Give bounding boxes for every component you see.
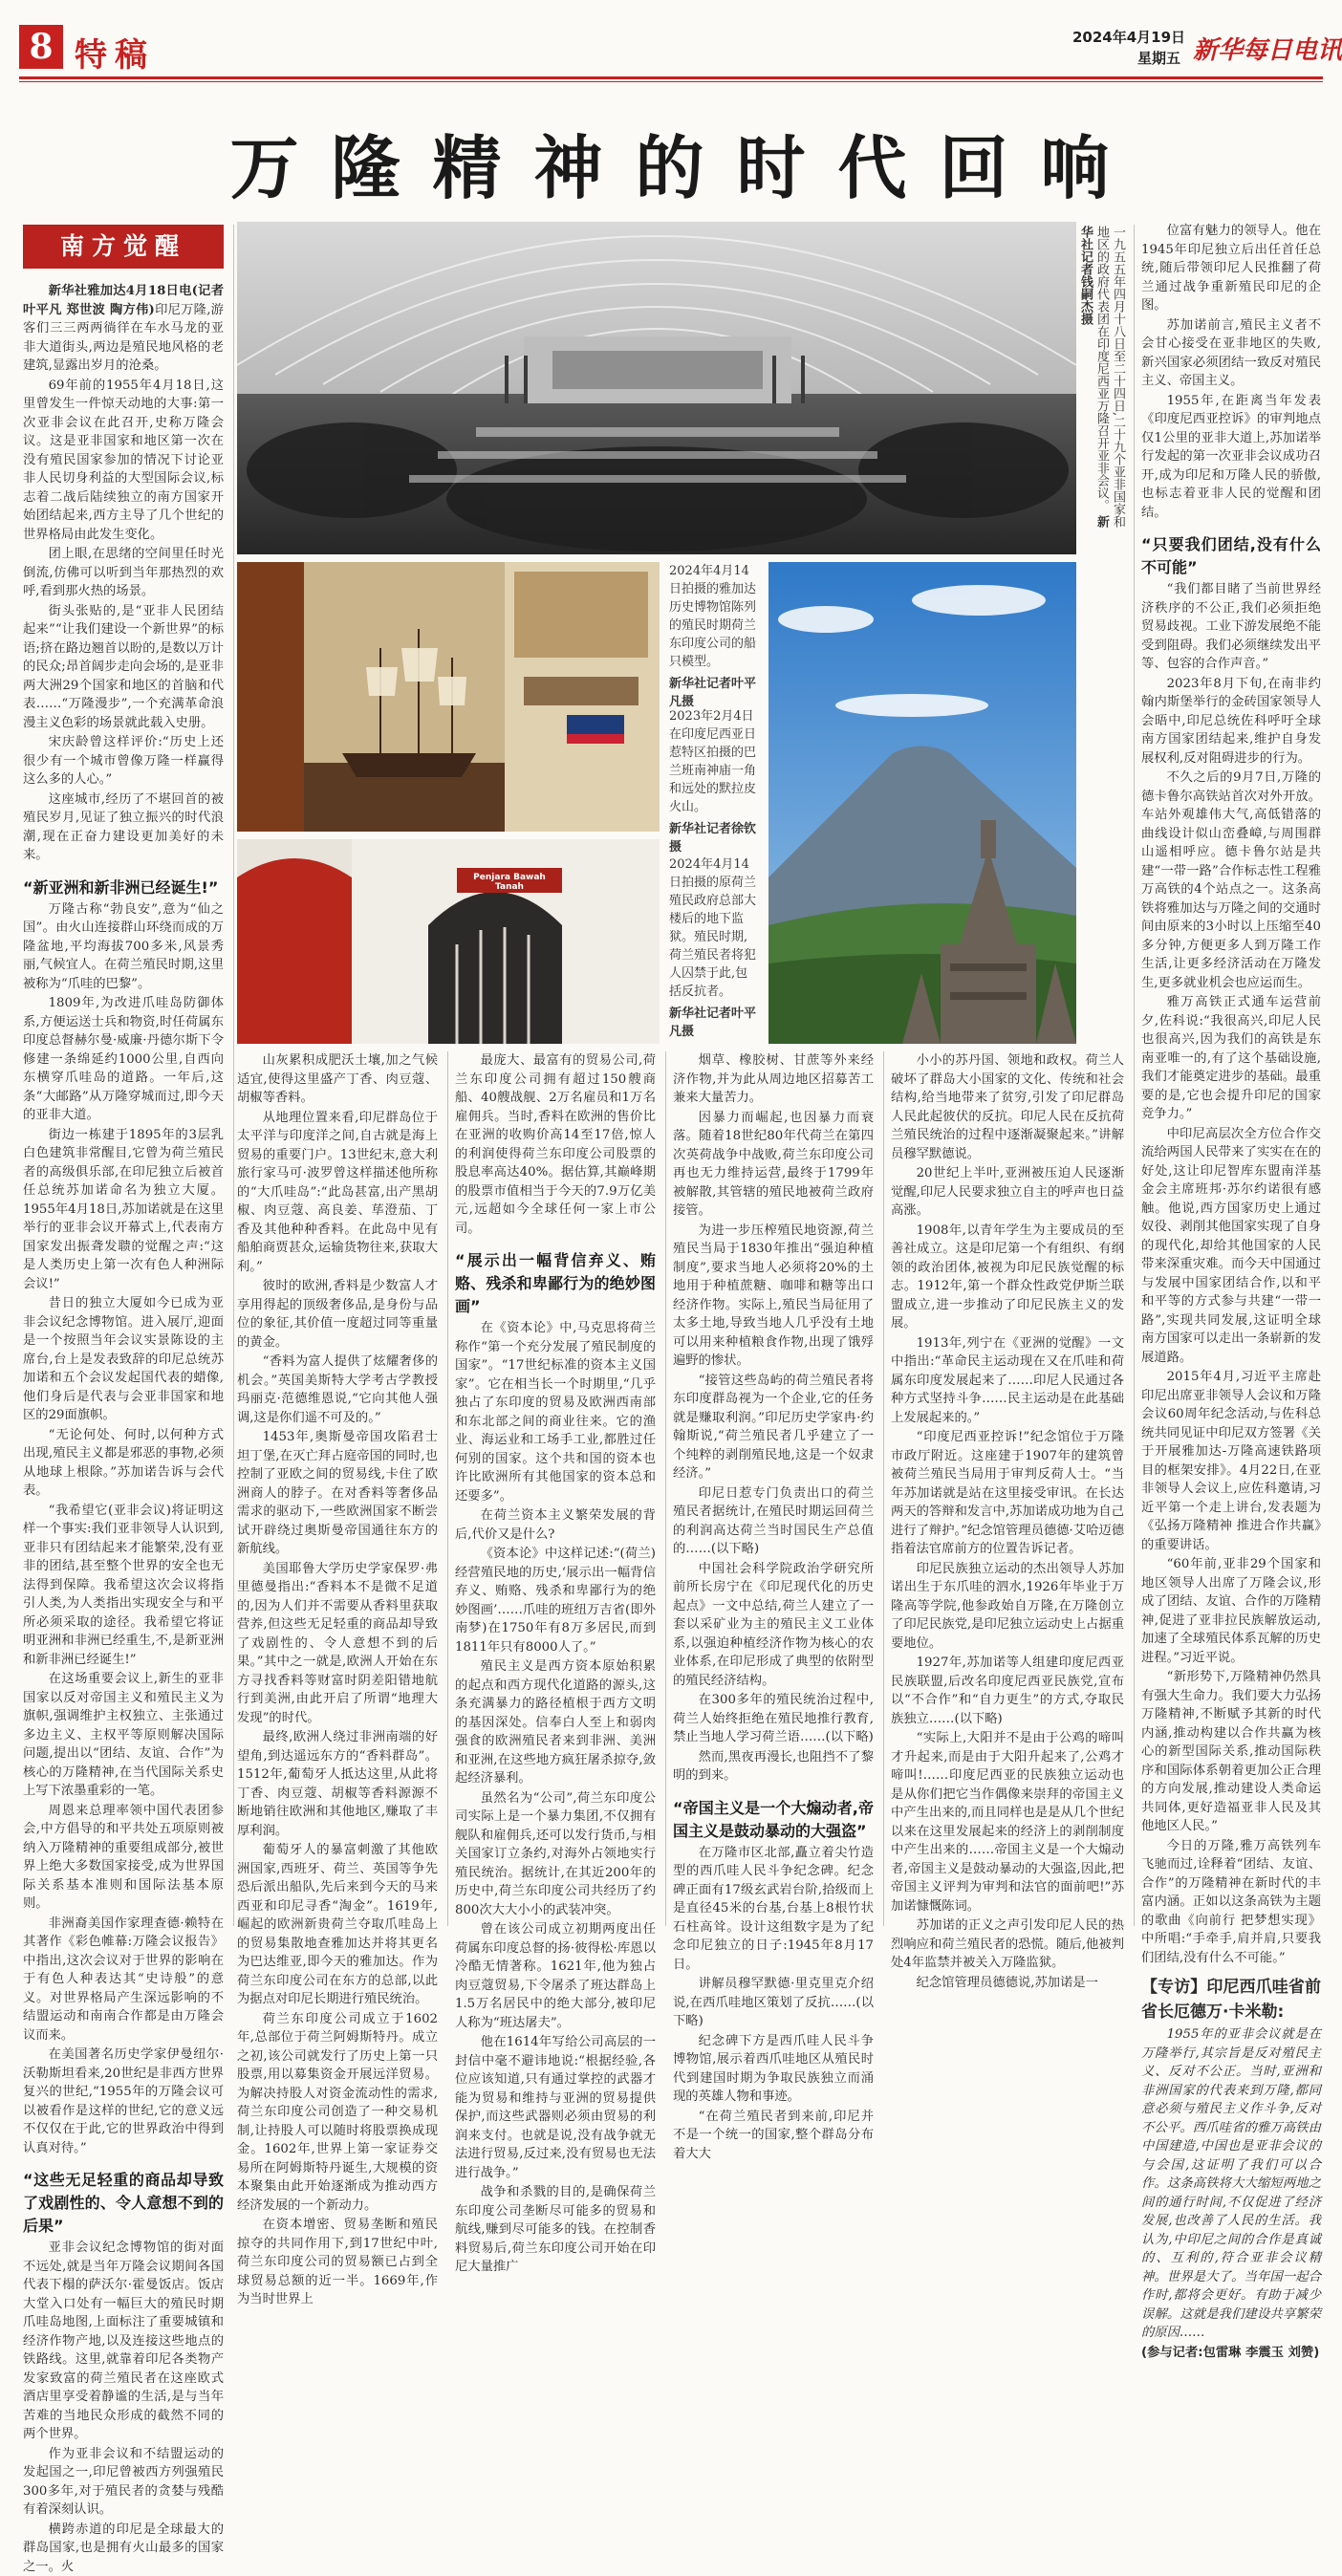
interview-text: 1955年的亚非会议就是在万隆举行,其宗旨是反对殖民主义、反对不公正。当时,亚洲和非洲国家的代表来到万隆,都同意必须与殖民主义作斗争,反对不公平。西爪哇省的雅万高铁由中国建造,中国也是亚非会议的与会国,这证明了我们可以合作。这条高铁将大大缩短两地之间的通行时间,不仅促进了经济发展,也改善了人民的生活。我认为,中印尼之间的合作是真诚的、互利的,符合亚非会议精神。世界是大了。当年国一起合作时,都将会更好。有助于减少误解。这就是我们建设共享繁荣的原因…… bbox=[1141, 2025, 1321, 2343]
photo-caption bbox=[669, 562, 757, 711]
paragraph: 中印尼高层次全方位合作交流给两国人民带来了实实在在的好处,这让印尼智库东盟南洋基金会主席班邦·苏尔约诺很有感触。他说,西方国家历史上通过奴役、剥削其他国家实现了自身的现代化,却给其他国家的人民带来深重灾难。而今天中国通过与发展中国家团结合作,以和平和平等的方式参与共建“一带一路”,实现共同发展,这证明全球南方国家可以走出一条崭新的发展道路。 bbox=[1141, 1125, 1321, 1368]
header-rule bbox=[19, 76, 1323, 79]
header-rule-thin bbox=[19, 81, 1323, 82]
column-label: 南方觉醒 bbox=[23, 225, 224, 269]
issue-date: 2024年4月19日 bbox=[1072, 27, 1185, 47]
article-column-4 bbox=[673, 1051, 874, 1931]
paragraph: 万隆古称“勃良安”,意为“仙之国”。由火山连接群山环绕而成的万隆盆地,平均海拔700多米,风景秀丽,气候宜人。在荷兰殖民时期,这里被称为“爪哇的巴黎”。 bbox=[23, 900, 224, 994]
caption-text: 2023年2月4日在印度尼西亚日惹特区拍摄的巴兰班南神庙一角和远处的默拉皮火山。 bbox=[669, 709, 756, 814]
paragraph: 印尼万隆,游客们三三两两徜徉在车水马龙的亚非大道街头,两边是殖民地风格的老建筑,显露出岁月的沧桑。 bbox=[23, 303, 224, 374]
interview-heading: 【专访】印尼西爪哇省前省长厄德万·卡米勒: bbox=[1141, 1975, 1321, 2024]
paragraph: 在荷兰资本主义繁荣发展的背后,代价又是什么? bbox=[455, 1506, 656, 1544]
dungeon-photo bbox=[237, 839, 660, 1044]
photo-credit: 新华社记者叶平凡摄 bbox=[669, 1005, 757, 1041]
subheading: “新亚洲和新非洲已经诞生!” bbox=[23, 877, 224, 899]
paragraph: 烟草、橡胶树、甘蔗等外来经济作物,并为此从周边地区招募苦工兼来大量苦力。 bbox=[673, 1051, 874, 1108]
photo-caption bbox=[669, 855, 757, 1041]
ship-model-photo bbox=[237, 562, 660, 832]
column-divider bbox=[233, 225, 234, 1926]
paragraph: 殖民主义是西方资本原始积累的起点和西方现代化道路的源头,这条充满暴力的路径植根于西方文明的基因深处。信奉白人至上和弱肉强食的欧洲殖民者来到非洲、美洲和亚洲,在这些地方疯狂屠杀掠夺,敛起经济暴利。 bbox=[455, 1657, 656, 1788]
paragraph: 从地理位置来看,印尼群岛位于太平洋与印度洋之间,自古就是海上贸易的重要门户。13世纪末,意大利旅行家马可·波罗曾这样描述他所称的“大爪哇岛”:“此岛甚富,出产黑胡椒、肉豆蔻、高良姜、荜澄茄、丁香及其他种种香料。在此岛中见有船舶商贾甚众,运输货物往来,获取大利。” bbox=[237, 1109, 438, 1277]
temple-volcano-photo bbox=[768, 562, 1076, 1044]
paragraph: 在万隆市区北部,矗立着尖竹造型的西爪哇人民斗争纪念碑。纪念碑正面有17级玄武岩台阶,拾级而上是直径45米的台基,台基上8根竹状石柱高耸。设计这组数字是为了纪念印尼独立的日子:1945年8月17日。 bbox=[673, 1844, 874, 1975]
paragraph: 在这场重要会议上,新生的亚非国家以反对帝国主义和殖民主义为旗帜,强调维护主权独立、主张通过多边主义、主权平等原则解决国际问题,提出以“团结、友谊、合作”为核心的万隆精神,在当代国际关系史上写下浓墨重彩的一笔。 bbox=[23, 1670, 224, 1801]
photo-credit: 新华社记者徐钦摄 bbox=[669, 820, 757, 856]
paragraph: 小小的苏丹国、领地和政权。荷兰人破坏了群岛大小国家的文化、传统和社会结构,给当地带来了贫穷,引发了印尼群岛人民此起彼伏的反抗。印尼人民在反抗荷兰殖民统治的过程中逐渐凝聚起来。”讲解员穆罕默德说。 bbox=[891, 1051, 1124, 1163]
paragraph: 2015年4月,习近平主席赴印尼出席亚非领导人会议和万隆会议60周年纪念活动,与佐科总统共同见证中印尼双方签署《关于开展雅加达-万隆高速铁路项目的框架安排》。4月22日,在亚非领导人会议上,应佐科邀请,习近平第一个走上讲台,发表题为《弘扬万隆精神 推进合作共赢》的重要讲话。 bbox=[1141, 1368, 1321, 1554]
dateline: 新华社雅加达4月18日电(记者叶平凡 郑世波 陶方伟) bbox=[23, 284, 224, 317]
paragraph: 作为亚非会议和不结盟运动的发起国之一,印尼曾被西方列强殖民300多年,对于殖民者的贪婪与残酷有着深刻认识。 bbox=[23, 2445, 224, 2520]
paragraph: 团上眼,在思绪的空间里任时光倒流,仿佛可以听到当年那热烈的欢呼,看到那火热的场景。 bbox=[23, 545, 224, 601]
paragraph: “香料为富人提供了炫耀奢侈的机会。”英国美斯特大学考古学教授玛丽克·范德维恩说,“它向其他人强调,这是你们遥不可及的。” bbox=[237, 1353, 438, 1427]
signoff: (参与记者:包雷琳 李震玉 刘赞) bbox=[1141, 2344, 1321, 2363]
paragraph: 曾在该公司成立初期两度出任荷属东印度总督的扬·彼得松·库恩以冷酷无情著称。1621年,他为独占肉豆蔻贸易,下令屠杀了班达群岛上1.5万名居民中的绝大部分,被印尼人称为“班达屠夫”。 bbox=[455, 1920, 656, 2032]
paragraph: “在荷兰殖民者到来前,印尼并不是一个统一的国家,整个群岛分布着大大 bbox=[673, 2108, 874, 2164]
paragraph: 20世纪上半叶,亚洲被压迫人民逐渐觉醒,印尼人民要求独立自主的呼声也日益高涨。 bbox=[891, 1164, 1124, 1221]
paragraph: “我希望它(亚非会议)将证明这样一个事实:我们亚非领导人认识到,亚非只有团结起来才能繁荣,没有亚非的团结,甚至整个世界的安全也无法得到保障。我希望这次会议将指引人类,为人类指出实现安全与和平所必须采取的途径。我希望它将证明亚洲和非洲已经重生,不,是新亚洲和新非洲已经诞生!” bbox=[23, 1502, 224, 1670]
photo-caption bbox=[1086, 226, 1126, 531]
paragraph: 街边一栋建于1895年的3层乳白色建筑非常醒目,它曾为荷兰殖民者的高级俱乐部,在印尼独立后被首任总统苏加诺命名为独立大厦。1955年4月18日,苏加诺就是在这里举行的亚非会议开幕式上,代表南方国家发出振聋发聩的觉醒之声:“这是人类历史上第一次有色人种洲际会议!” bbox=[23, 1126, 224, 1294]
column-divider bbox=[1134, 225, 1135, 1926]
paragraph: “接管这些岛屿的荷兰殖民者将东印度群岛视为一个企业,它的任务就是赚取利润。”印尼历史学家冉·约翰斯说,“荷兰殖民者几乎建立了一个纯粹的剥削殖民地,这是一个奴隶经济。” bbox=[673, 1372, 874, 1483]
paragraph: 2023年8月下旬,在南非约翰内斯堡举行的金砖国家领导人会晤中,印尼总统佐科呼吁全球南方国家团结起来,维护自身发展权利,反对阻碍进步的行为。 bbox=[1141, 675, 1321, 768]
paragraph: 山灰累积成肥沃土壤,加之气候适宜,使得这里盛产丁香、肉豆蔻、胡椒等香料。 bbox=[237, 1051, 438, 1108]
caption-text: 2024年4月14日拍摄的雅加达历史博物馆陈列的殖民时期荷兰东印度公司的船只模型。 bbox=[669, 564, 756, 669]
paragraph: 虽然名为“公司”,荷兰东印度公司实际上是一个暴力集团,不仅拥有舰队和雇佣兵,还可以发行货币,与相关国家订立条约,对海外占领地实行殖民统治。据统计,在其近200年的历史中,荷兰东印度公司共经历了约800次大大小小的武装冲突。 bbox=[455, 1789, 656, 1920]
ship-model-illustration bbox=[237, 562, 660, 832]
paragraph: 战争和杀戮的目的,是确保荷兰东印度公司垄断尽可能多的贸易和航线,赚到尽可能多的钱。在控制香料贸易后,荷兰东印度公司开始在印尼大量推广 bbox=[455, 2183, 656, 2277]
paragraph: 他在1614年写给公司高层的一封信中毫不避讳地说:“根据经验,各位应该知道,只有通过掌控的武器才能为贸易和维持与亚洲的贸易提供保护,而这些武器则必须由贸易的利润来支付。也就是说,没有战争就无法进行贸易,反过来,没有贸易也无法进行战争。” bbox=[455, 2033, 656, 2182]
photo-credit: 新华社记者叶平凡摄 bbox=[669, 675, 757, 711]
paragraph: 葡萄牙人的暴富刺激了其他欧洲国家,西班牙、荷兰、英国等争先恐后派出船队,先后来到今天的马来西亚和印尼寻香“淘金”。1619年,崛起的欧洲新贵荷兰夺取爪哇岛上的贸易集散地查雅加达并将其更名为巴达维亚,即今天的雅加达。作为荷兰东印度公司在东方的总部,以此为据点对印尼长期进行殖民统治。 bbox=[237, 1841, 438, 2009]
main-headline: 万隆精神的时代回响 bbox=[0, 113, 1339, 212]
photo-caption bbox=[669, 707, 757, 856]
page-header bbox=[0, 0, 1339, 76]
paragraph: 最庞大、最富有的贸易公司,荷兰东印度公司拥有超过150艘商船、40艘战舰、2万名雇员和1万名雇佣兵。当时,香料在欧洲的售价比在亚洲的收购价高14至17倍,惊人的利润使得荷兰东印度公司股票的股息率高达40%。据估算,其巅峰期的股票市值相当于今天的7.9万亿美元,远超如今全球任何一家上市公司。 bbox=[455, 1051, 656, 1238]
paragraph: 在《资本论》中,马克思将荷兰称作“第一个充分发展了殖民制度的国家”。“17世纪标准的资本主义国家”。它在相当长一个时期里,“几乎独占了东印度的贸易及欧洲西南部和东北部之间的商业往来。它的渔业、海运业和工场手工业,都胜过任何别的国家。这个共和国的资本也许比欧洲所有其他国家的资本总和还要多”。 bbox=[455, 1319, 656, 1505]
conference-hall-illustration bbox=[237, 222, 1076, 554]
subheading: “这些无足轻重的商品却导致了戏剧性的、令人意想不到的后果” bbox=[23, 2169, 224, 2238]
paragraph: 周恩来总理率领中国代表团参会,中方倡导的和平共处五项原则被纳入万隆精神的重要组成部分,被世界上绝大多数国家接受,成为世界国际关系基本准则和国际法基本原则。 bbox=[23, 1802, 224, 1914]
paragraph: 苏加诺的正义之声引发印尼人民的热烈响应和荷兰殖民者的恐慌。随后,他被判处4年监禁并被关入万隆监狱。 bbox=[891, 1916, 1124, 1973]
column-divider bbox=[447, 1051, 448, 1926]
paragraph: 然而,黑夜再漫长,也阻挡不了黎明的到来。 bbox=[673, 1748, 874, 1786]
paragraph: 印尼民族独立运动的杰出领导人苏加诺出生于东爪哇的泗水,1926年毕业于万隆高等学院,他参政始自万隆,在万隆创立了印尼民族党,是印尼独立运动史上占据重要地位。 bbox=[891, 1560, 1124, 1654]
paragraph: “实际上,大阳并不是由于公鸡的啼叫才升起来,而是由于大阳升起来了,公鸡才啼叫!……印度尼西亚的民族独立运动也是从你们把它当作偶像来崇拜的帝国主义中产生出来的,而且同样也是是从几个世纪以来在这里发展起来的经济上的剥削制度中产生出来的……帝国主义是一个大煽动者,帝国主义是鼓动暴动的大强盗,因此,把帝国主义评判为审判和法官的面前吧!”苏加诺慷慨陈词。 bbox=[891, 1729, 1124, 1916]
conference-hall-photo bbox=[237, 222, 1076, 554]
column-divider bbox=[665, 1051, 666, 1926]
paragraph: 因暴力而崛起,也因暴力而衰落。随着18世纪80年代荷兰在第四次英荷战争中战败,荷兰东印度公司再也无力维持运营,最终于1799年被解散,其管辖的殖民地被荷兰政府接管。 bbox=[673, 1109, 874, 1221]
paragraph: 非洲裔美国作家理查德·赖特在其著作《彩色帷幕:万隆会议报告》中指出,这次会议对于世界的影响在于有色人种表达其“史诗般”的意义。对世界格局产生深远影响的不结盟运动和南南合作都是由万隆会议而来。 bbox=[23, 1915, 224, 2046]
paragraph: 昔日的独立大厦如今已成为亚非会议纪念博物馆。进入展厅,迎面是一个按照当年会议实景陈设的主席台,台上是发表致辞的印尼总统苏加诺和五个会议发起国代表的蜡像,他们身后是代表与会亚非国家和地区的29面旗帜。 bbox=[23, 1294, 224, 1425]
paragraph: 位富有魅力的领导人。他在1945年印尼独立后出任首任总统,随后带领印尼人民推翻了荷兰通过战争重新殖民印尼的企图。 bbox=[1141, 222, 1321, 315]
paragraph: 横跨赤道的印尼是全球最大的群岛国家,也是拥有火山最多的国家之一。火 bbox=[23, 2521, 224, 2576]
subheading: “展示出一幅背信弃义、贿赂、残杀和卑鄙行为的绝妙图画” bbox=[455, 1249, 656, 1318]
paragraph: “印度尼西亚控诉!”纪念馆位于万隆市政厅附近。这座建于1907年的建筑曾被荷兰殖民当局用于审判反荷人士。“当年苏加诺就是站在这里接受审讯。在长达两天的答辩和发言中,苏加诺成功地为自己进行了辩护。”纪念馆管理员德德·艾哈迈德指着法官席前方的位置告诉记者。 bbox=[891, 1428, 1124, 1559]
paragraph: 最终,欧洲人绕过非洲南端的好望角,到达遥远东方的“香料群岛”。1512年,葡萄牙人抵达这里,从此将丁香、肉豆蔻、胡椒等香料源源不断地销往欧洲和其他地区,赚取了丰厚利润。 bbox=[237, 1728, 438, 1840]
paragraph: 69年前的1955年4月18日,这里曾发生一件惊天动地的大事:第一次亚非会议在此召开,史称万隆会议。这是亚非国家和地区第一次在没有殖民国家参加的情况下讨论亚非人民切身利益的大型国际会议,标志着二战后陆续独立的南方国家开始团结起来,西方主导了几个世纪的世界格局由此发生变化。 bbox=[23, 377, 224, 545]
paragraph: “我们都目睹了当前世界经济秩序的不公正,我们必须拒绝贸易歧视。工业下游发展绝不能受到阻碍。我们必须继续发出平等、包容的合作声音。” bbox=[1141, 580, 1321, 674]
paragraph: 苏加诺前言,殖民主义者不会甘心接受在亚非地区的失败,新兴国家必须团结一致反对殖民主义、帝国主义。 bbox=[1141, 316, 1321, 391]
paragraph: 纪念馆管理员德德说,苏加诺是一 bbox=[891, 1974, 1124, 1993]
paragraph: 这座城市,经历了不堪回首的被殖民岁月,见证了独立振兴的时代浪潮,现在正奋力建设更加美好的未来。 bbox=[23, 790, 224, 865]
paragraph: 1913年,列宁在《亚洲的觉醒》一文中指出:“革命民主运动现在又在爪哇和荷属东印度发展起来了……印尼人民通过各种方式坚持斗争……民主运动是在此基础上发展起来的。” bbox=[891, 1334, 1124, 1428]
paragraph: 亚非会议纪念博物馆的街对面不远处,就是当年万隆会议期间各国代表下榻的萨沃尔·霍曼饭店。饭店大堂入口处有一幅巨大的殖民时期爪哇岛地图,上面标注了重要城镇和经济作物产地,以及连接这些地点的铁路线。这里,就靠着印尼各类物产发家致富的荷兰殖民者在这座欧式酒店里享受着静谧的生活,是与当年苦难的当地民众形成的截然不同的两个世界。 bbox=[23, 2239, 224, 2444]
paragraph: 在美国著名历史学家伊曼纽尔·沃勒斯坦看来,20世纪是非西方世界复兴的世纪,“1955年的万隆会议可以被看作是这样的世纪,它的意义远不仅仅在于此,它的世界政治中得到认真对待。” bbox=[23, 2046, 224, 2157]
paragraph: 街头张贴的,是“亚非人民团结起来”“让我们建设一个新世界”的标语;挤在路边翘首以盼的,是数以万计的民众;昂首阔步走向会场的,是亚非两大洲29个国家和地区的首脑和代表……“万隆漫步”,一个充满革命浪漫主义色彩的场景就此载入史册。 bbox=[23, 602, 224, 733]
page-number: 8 bbox=[19, 25, 63, 69]
article-column-2 bbox=[237, 1051, 438, 1931]
paragraph: 讲解员穆罕默德·里克里克介绍说,在西爪哇地区策划了反抗……(以下略) bbox=[673, 1975, 874, 2031]
paragraph: 纪念碑下方是西爪哇人民斗争博物馆,展示着西爪哇地区从殖民时代到建国时期为争取民族独立而涌现的英雄人物和事迹。 bbox=[673, 2032, 874, 2107]
paragraph: 雅万高铁正式通车运营前夕,佐科说:“我很高兴,印尼人民也很高兴,因为我们的高铁是东南亚唯一的,有了这个基础设施,我们才能奠定进步的基础。最重要的是,它也会提升印尼的国家竞争力。” bbox=[1141, 993, 1321, 1124]
article-column-1 bbox=[23, 282, 224, 1926]
caption-text: 2024年4月14日拍摄的原荷兰殖民政府总部大楼后的地下监狱。殖民时期,荷兰殖民者将犯人囚禁于此,包括反抗者。 bbox=[669, 857, 756, 999]
subheading: “帝国主义是一个大煽动者,帝国主义是鼓动暴动的大强盗” bbox=[673, 1797, 874, 1843]
dungeon-sign: Penjara Bawah Tanah bbox=[459, 873, 560, 892]
interview-block bbox=[1141, 2025, 1321, 2343]
paragraph: 1955年,在距离当年发表《印度尼西亚控诉》的审判地点仅1公里的亚非大道上,苏加诺举行发起的第一次亚非会议成功召开,成为印尼和万隆人民的骄傲,也标志着亚非人民的觉醒和团结。 bbox=[1141, 392, 1321, 523]
paragraph: 1809年,为改进爪哇岛防御体系,方便运送士兵和物资,时任荷属东印度总督赫尔曼·威廉·丹德尔斯下令修建一条绵延约1000公里,自西向东横穿爪哇岛的道路。一年后,这条“大邮路”从万隆穿城而过,即今天的亚非大道。 bbox=[23, 994, 224, 1125]
paragraph: 为进一步压榨殖民地资源,荷兰殖民当局于1830年推出“强迫种植制度”,要求当地人必须将20%的土地用于种植蔗糖、咖啡和糖等出口经济作物。实际上,殖民当局征用了太多土地,导致当地人几乎没有土地可以用来种植粮食作物,出现了饿殍遍野的惨状。 bbox=[673, 1222, 874, 1371]
caption-text: 一九五五年四月十八日至二十四日,二十九个亚非国家和地区的政府代表团在印度尼西亚万隆召开亚非会议。 bbox=[1094, 226, 1125, 528]
column-divider bbox=[883, 1051, 884, 1926]
paragraph: 1908年,以青年学生为主要成员的至善社成立。这是印尼第一个有组织、有纲领的政治团体,被视为印尼民族觉醒的标志。1912年,第一个群众性政党伊斯兰联盟成立,进一步推动了印尼民族主义的发展。 bbox=[891, 1222, 1124, 1333]
article-column-3 bbox=[455, 1051, 656, 1931]
temple-volcano-illustration bbox=[768, 562, 1076, 1044]
paragraph: 1453年,奥斯曼帝国攻陷君士坦丁堡,在灭亡拜占庭帝国的同时,也控制了亚欧之间的贸易线,卡住了欧洲商人的脖子。在对香料等奢侈品需求的驱动下,一些欧洲国家不断尝试开辟绕过奥斯曼帝国通往东方的新航线。 bbox=[237, 1428, 438, 1559]
article-column-5 bbox=[891, 1051, 1124, 1931]
paragraph: 印尼日惹专门负责出口的荷兰殖民者据统计,在殖民时期运回荷兰的利润高达荷兰当时国民生产总值的……(以下略) bbox=[673, 1484, 874, 1559]
paragraph: 在300多年的殖民统治过程中,荷兰人始终拒绝在殖民地推行教育,禁止当地人学习荷兰语……(以下略) bbox=[673, 1691, 874, 1747]
paragraph: “无论何处、何时,以何种方式出现,殖民主义都是邪恶的事物,必须从地球上根除。”苏加诺告诉与会代表。 bbox=[23, 1426, 224, 1501]
issue-weekday: 星期五 bbox=[1137, 48, 1180, 68]
paragraph: 中国社会科学院政治学研究所前所长房宁在《印尼现代化的历史起点》一文中总结,荷兰人建立了一套以采矿业为主的殖民主义工业体系,以强迫种植经济作物为核心的农业体系,在印尼形成了典型的依附型的殖民经济结构。 bbox=[673, 1560, 874, 1691]
paragraph: 在资本增密、贸易垄断和殖民掠夺的共同作用下,到17世纪中叶,荷兰东印度公司的贸易额已占到全球贸易总额的近一半。1669年,作为当时世界上 bbox=[237, 2216, 438, 2309]
section-title: 特稿 bbox=[75, 29, 155, 76]
paragraph: 《资本论》中这样记述:“(荷兰)经营殖民地的历史,‘展示出一幅背信弃义、贿赂、残杀和卑鄙行为的绝妙图画’……爪哇的班纽万吉省(即外南梦)在1750年有8万多居民,而到1811年只有8000人了。” bbox=[455, 1545, 656, 1656]
paragraph: “新形势下,万隆精神仍然具有强大生命力。我们要大力弘扬万隆精神,不断赋予其新的时代内涵,推动构建以合作共赢为核心的新型国际关系,推动国际秩序和国际体系朝着更加公正合理的方向发展,推动建设人类命运共同体,更好造福亚非人民及其他地区人民。” bbox=[1141, 1668, 1321, 1836]
paragraph: 美国耶鲁大学历史学家保罗·弗里德曼指出:“香料本不是微不足道的,因为人们并不需要从香料里获取营养,但这些无足轻重的商品却导致了戏剧性的、令人意想不到的后果。”其中之一就是,欧洲人开始在东方寻找香料等财富时阴差阳错地航行到美洲,由此开启了所谓“地理大发现”的时代。 bbox=[237, 1560, 438, 1728]
photo-credit: 新华社记者钱嗣杰摄 bbox=[1078, 226, 1109, 528]
paper-logo: 新华每日电讯 bbox=[1193, 31, 1342, 66]
subheading: “只要我们团结,没有什么不可能” bbox=[1141, 533, 1321, 579]
paragraph: 1927年,苏加诺等人组建印度尼西亚民族联盟,后改名印度尼西亚民族党,宣布以“不合作”和“自力更生”的方式,夺取民族独立……(以下略) bbox=[891, 1654, 1124, 1728]
paragraph: 今日的万隆,雅万高铁列车飞驰而过,诠释着“团结、友谊、合作”的万隆精神在新时代的丰富内涵。正如以这条高铁为主题的歌曲《向前行 把梦想实现》中所唱:“手牵手,肩并肩,只要我们团结,没有什么不可能。” bbox=[1141, 1837, 1321, 1968]
article-column-6 bbox=[1141, 222, 1321, 1928]
paragraph: 荷兰东印度公司成立于1602年,总部位于荷兰阿姆斯特丹。成立之初,该公司就发行了历史上第一只股票,用以募集资金开展远洋贸易。为解决持股人对资金流动性的需求,荷兰东印度公司创造了一种交易机制,让持股人可以随时将股票换成现金。1602年,世界上第一家证券交易所在阿姆斯特丹诞生,大规模的资本聚集由此开始逐渐成为推动西方经济发展的一个新动力。 bbox=[237, 2010, 438, 2216]
dungeon-illustration bbox=[237, 839, 660, 1044]
paragraph: 宋庆龄曾这样评价:“历史上还很少有一个城市曾像万隆一样赢得这么多的人心。” bbox=[23, 733, 224, 790]
paragraph: “60年前,亚非29个国家和地区领导人出席了万隆会议,形成了团结、友谊、合作的万隆精神,促进了亚非拉民族解放运动,加速了全球殖民体系瓦解的历史进程。”习近平说。 bbox=[1141, 1555, 1321, 1667]
paragraph: 不久之后的9月7日,万隆的德卡鲁尔高铁站首次对外开放。车站外观雄伟大气,高低错落的曲线设计似山峦叠嶂,与周围群山遥相呼应。德卡鲁尔站是共建“一带一路”合作标志性工程雅万高铁的4个站点之一。这条高铁将雅加达与万隆之间的交通时间由原来的3小时以上压缩至40多分钟,方便更多人到万隆工作生活,让更多经济活动在万隆发生,更多就业机会也应运而生。 bbox=[1141, 768, 1321, 992]
paragraph: 彼时的欧洲,香料是少数富人才享用得起的顶级奢侈品,是身份与品位的象征,其价值一度超过同等重量的黄金。 bbox=[237, 1277, 438, 1352]
